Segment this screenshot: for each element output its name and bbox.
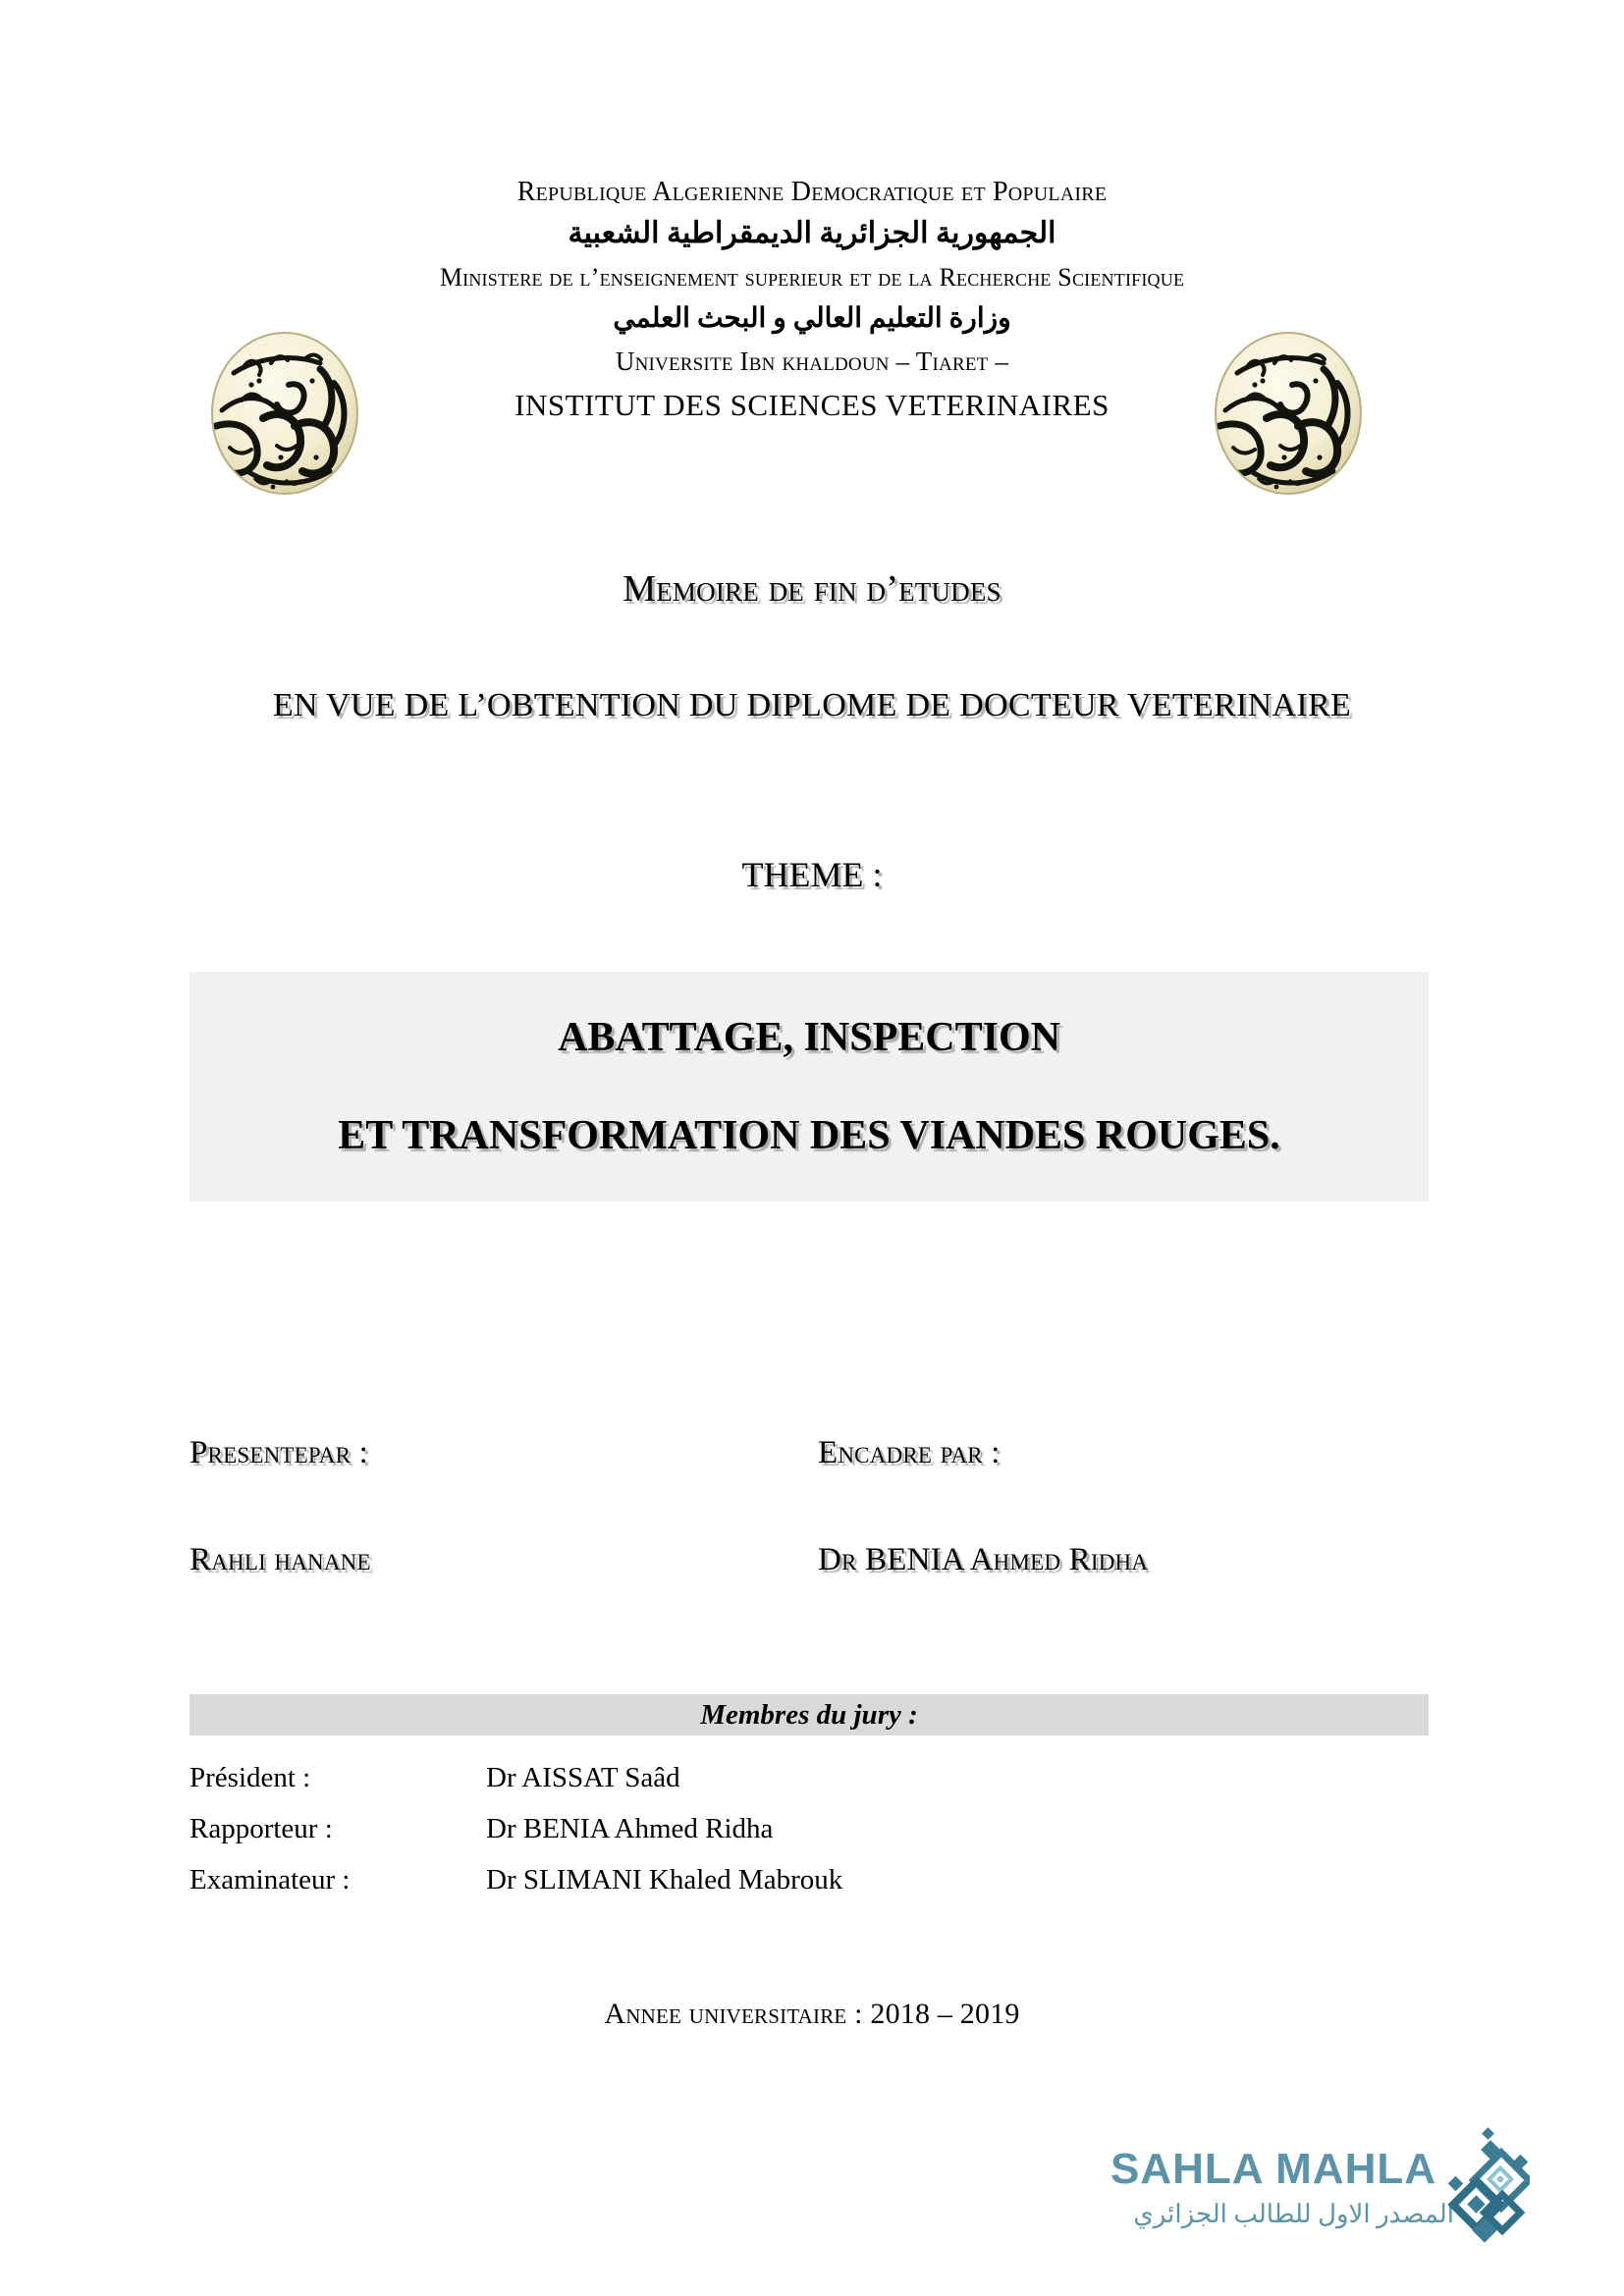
- jury-table: [189, 1762, 1270, 1915]
- jury-bar-label: Membres du jury :: [700, 1698, 918, 1731]
- institute-line: INSTITUT DES SCIENCES VETERINAIRES: [514, 387, 1110, 422]
- watermark-tagline: المصدر الاول للطالب الجزائري: [1133, 2200, 1454, 2228]
- presented-by-column: [189, 1435, 818, 1471]
- jury-role: Président :: [189, 1762, 311, 1793]
- republic-ar-line: الجمهورية الجزائرية الديمقراطية الشعبية: [568, 217, 1056, 249]
- jury-role: Rapporteur :: [189, 1813, 333, 1844]
- jury-bar: [189, 1694, 1429, 1735]
- thesis-title-line-1: ABATTAGE, INSPECTION: [558, 1014, 1060, 1060]
- presented-by-label: Presentepar :: [189, 1435, 368, 1470]
- jury-person: Dr SLIMANI Khaled Mabrouk: [486, 1864, 843, 1896]
- university-line: Universite Ibn khaldoun – Tiaret –: [615, 347, 1009, 376]
- ministry-fr-line: Ministere de l’enseignement superieur et de la Recherche Scientifique: [439, 262, 1185, 292]
- table-row: [189, 1813, 1270, 1845]
- supervised-by-column: [818, 1435, 1429, 1471]
- supervised-by-label: Encadre par :: [818, 1435, 1001, 1470]
- theme-label: THEME :: [741, 855, 883, 894]
- jury-role: Examinateur :: [189, 1864, 351, 1896]
- byline-section: [189, 1435, 1429, 1578]
- supervisor-name-column: [818, 1542, 1429, 1578]
- supervisor-name: Dr BENIA Ahmed Ridha: [818, 1542, 1149, 1577]
- author-name: Rahli hanane: [189, 1542, 371, 1577]
- academic-year: Annee universitaire : 2018 – 2019: [604, 1998, 1020, 2030]
- table-row: [189, 1864, 1270, 1896]
- diploma-statement: EN VUE DE L’OBTENTION DU DIPLOME DE DOCTEUR VETERINAIRE: [272, 687, 1352, 723]
- republic-fr-line: Republique Algerienne Democratique et Populaire: [516, 177, 1108, 207]
- ibn-khaldoun-university-emblem-right: [1190, 324, 1386, 503]
- ibn-khaldoun-university-emblem-left: [187, 324, 383, 503]
- jury-person: Dr BENIA Ahmed Ridha: [486, 1813, 774, 1844]
- author-name-column: [189, 1542, 818, 1578]
- jury-person: Dr AISSAT Saâd: [486, 1762, 680, 1793]
- thesis-title-box: [189, 972, 1429, 1201]
- table-row: [189, 1762, 1270, 1794]
- ministry-ar-line: وزارة التعليم العالي و البحث العلمي: [613, 303, 1011, 334]
- diamond-lattice-icon: [1446, 2127, 1530, 2243]
- thesis-title-line-2: ET TRANSFORMATION DES VIANDES ROUGES.: [338, 1113, 1280, 1158]
- memoire-heading: Memoire de fin d’etudes: [623, 568, 1001, 610]
- watermark-brand: SAHLA MAHLA: [1110, 2145, 1436, 2193]
- sahla-mahla-watermark: [1054, 2125, 1528, 2253]
